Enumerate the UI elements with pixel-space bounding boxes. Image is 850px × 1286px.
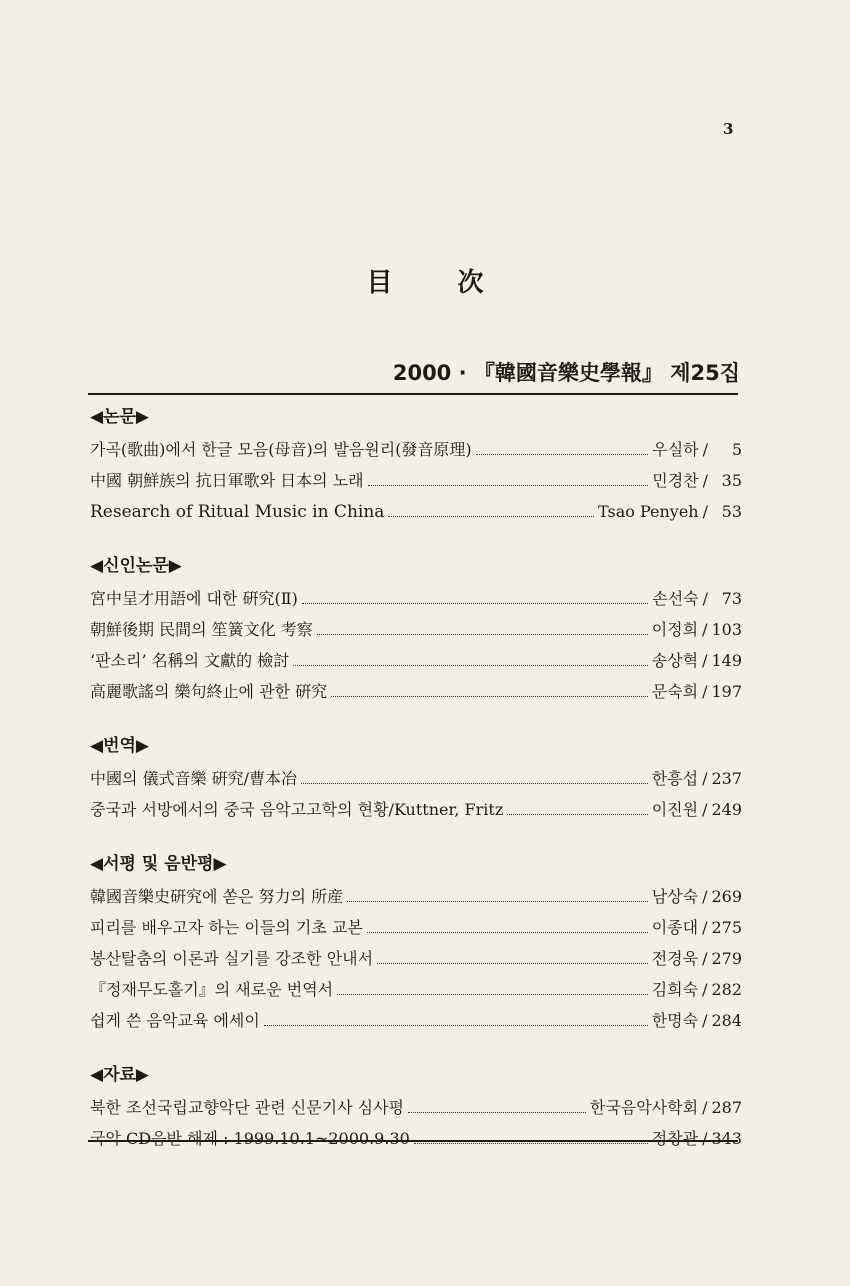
dot-leader — [377, 963, 648, 964]
slash-separator: / — [702, 980, 708, 999]
entry-page: 5 — [731, 440, 742, 459]
entry-author: 정창관 — [651, 1129, 699, 1148]
page-number: 3 — [723, 120, 734, 138]
dot-leader — [408, 1112, 586, 1113]
slash-separator: / — [702, 800, 708, 819]
entry-author: 민경찬 — [652, 471, 699, 490]
slash-separator: / — [702, 918, 708, 937]
dot-leader — [317, 634, 648, 635]
slash-separator: / — [702, 949, 708, 968]
entry-author: 송상혁 — [651, 651, 699, 670]
toc-entry[interactable] — [90, 1092, 742, 1123]
dot-leader — [264, 1025, 648, 1026]
entry-title: 국악 CD음반 해제 : 1999.10.1~2000.9.30 — [90, 1129, 410, 1148]
entry-title: 중국과 서방에서의 중국 음악고고학의 현황/Kuttner, Fritz — [90, 800, 504, 819]
journal-volume-info: 2000 · 『韓國音樂史學報』 제25집 — [392, 361, 740, 385]
dot-leader — [302, 603, 648, 604]
entry-title: 쉽게 쓴 음악교육 에세이 — [90, 1011, 260, 1030]
entry-page: 103 — [711, 620, 742, 639]
entry-title: 韓國音樂史硏究에 쏟은 努力의 所産 — [90, 887, 344, 906]
entry-author: Tsao Penyeh — [598, 502, 699, 521]
entry-page: 275 — [711, 918, 742, 937]
toc-entry[interactable] — [90, 465, 742, 496]
slash-separator: / — [702, 471, 708, 490]
page-title: 目 次 — [366, 268, 512, 298]
slash-separator: / — [702, 887, 708, 906]
slash-separator: / — [702, 651, 708, 670]
toc-entry[interactable] — [90, 943, 742, 974]
section-header: ◀서평 및 음반평▶ — [90, 854, 227, 874]
entry-title: 북한 조선국립교향악단 관련 신문기사 심사평 — [90, 1098, 405, 1117]
dot-leader — [476, 454, 649, 455]
entry-title: 朝鮮後期 民間의 笙簧文化 考察 — [90, 620, 313, 639]
slash-separator: / — [702, 769, 708, 788]
entry-page: 73 — [721, 589, 742, 608]
entry-page: 149 — [711, 651, 742, 670]
entry-page: 279 — [711, 949, 742, 968]
toc-entry[interactable] — [90, 645, 742, 676]
entry-page: 282 — [711, 980, 742, 999]
dot-leader — [414, 1143, 648, 1144]
section-header: ◀번역▶ — [90, 736, 149, 756]
entry-author: 전경욱 — [651, 949, 699, 968]
entry-title: 中國의 儀式音樂 硏究/曹本冶 — [90, 769, 298, 788]
toc-entry[interactable] — [90, 614, 742, 645]
entry-title: 피리를 배우고자 하는 이들의 기초 교본 — [90, 918, 363, 937]
slash-separator: / — [702, 589, 708, 608]
bottom-rule — [88, 1140, 738, 1142]
dot-leader — [293, 665, 647, 666]
table-of-contents — [90, 400, 742, 1154]
entry-page: 53 — [721, 502, 742, 521]
entry-title: 『정재무도홀기』의 새로운 번역서 — [90, 980, 334, 999]
entry-page: 269 — [711, 887, 742, 906]
entry-title: 가곡(歌曲)에서 한글 모음(母音)의 발음원리(發音原理) — [90, 440, 472, 459]
toc-section-papers — [90, 400, 742, 527]
dot-leader — [388, 516, 594, 517]
dot-leader — [368, 485, 649, 486]
toc-entry[interactable] — [90, 1005, 742, 1036]
slash-separator: / — [702, 682, 708, 701]
entry-author: 문숙희 — [651, 682, 699, 701]
slash-separator: / — [702, 440, 708, 459]
entry-title: 高麗歌謠의 樂句終止에 관한 硏究 — [90, 682, 328, 701]
entry-title: Research of Ritual Music in China — [90, 502, 385, 522]
entry-title: 中國 朝鮮族의 抗日軍歌와 日本의 노래 — [90, 471, 364, 490]
dot-leader — [337, 994, 648, 995]
entry-title: 宮中呈才用語에 대한 硏究(Ⅱ) — [90, 589, 298, 608]
toc-entry[interactable] — [90, 496, 742, 527]
entry-title: 봉산탈춤의 이론과 실기를 강조한 안내서 — [90, 949, 374, 968]
entry-page: 237 — [711, 769, 742, 788]
entry-title: ‘판소리’ 名稱의 文獻的 檢討 — [90, 651, 290, 670]
dot-leader — [507, 814, 647, 815]
top-rule — [88, 393, 738, 395]
entry-author: 우실하 — [652, 440, 699, 459]
toc-section-reviews — [90, 847, 742, 1036]
dot-leader — [301, 783, 648, 784]
toc-entry[interactable] — [90, 974, 742, 1005]
entry-page: 35 — [721, 471, 742, 490]
entry-author: 이종대 — [651, 918, 699, 937]
toc-entry[interactable] — [90, 434, 742, 465]
toc-entry[interactable] — [90, 583, 742, 614]
dot-leader — [367, 932, 648, 933]
toc-entry[interactable] — [90, 794, 742, 825]
entry-page: 197 — [711, 682, 742, 701]
section-header: ◀신인논문▶ — [90, 556, 182, 576]
dot-leader — [347, 901, 648, 902]
slash-separator: / — [702, 502, 708, 521]
entry-author: 김희숙 — [651, 980, 699, 999]
entry-page: 284 — [711, 1011, 742, 1030]
slash-separator: / — [702, 1129, 708, 1148]
toc-section-new-researcher-papers — [90, 549, 742, 707]
entry-author: 이진원 — [651, 800, 699, 819]
entry-author: 손선숙 — [652, 589, 699, 608]
entry-page: 249 — [711, 800, 742, 819]
entry-author: 이정희 — [651, 620, 699, 639]
slash-separator: / — [702, 1098, 708, 1117]
toc-entry[interactable] — [90, 912, 742, 943]
dot-leader — [331, 696, 648, 697]
toc-entry[interactable] — [90, 676, 742, 707]
slash-separator: / — [702, 1011, 708, 1030]
toc-entry[interactable] — [90, 881, 742, 912]
entry-author: 한흥섭 — [651, 769, 699, 788]
toc-entry[interactable] — [90, 1123, 742, 1154]
section-header: ◀논문▶ — [90, 407, 149, 427]
section-header: ◀자료▶ — [90, 1065, 149, 1085]
slash-separator: / — [702, 620, 708, 639]
toc-entry[interactable] — [90, 763, 742, 794]
entry-author: 남상숙 — [651, 887, 699, 906]
entry-page: 343 — [711, 1129, 742, 1148]
entry-page: 287 — [711, 1098, 742, 1117]
entry-author: 한명숙 — [651, 1011, 699, 1030]
entry-author: 한국음악사학회 — [589, 1098, 699, 1117]
toc-section-translations — [90, 729, 742, 825]
